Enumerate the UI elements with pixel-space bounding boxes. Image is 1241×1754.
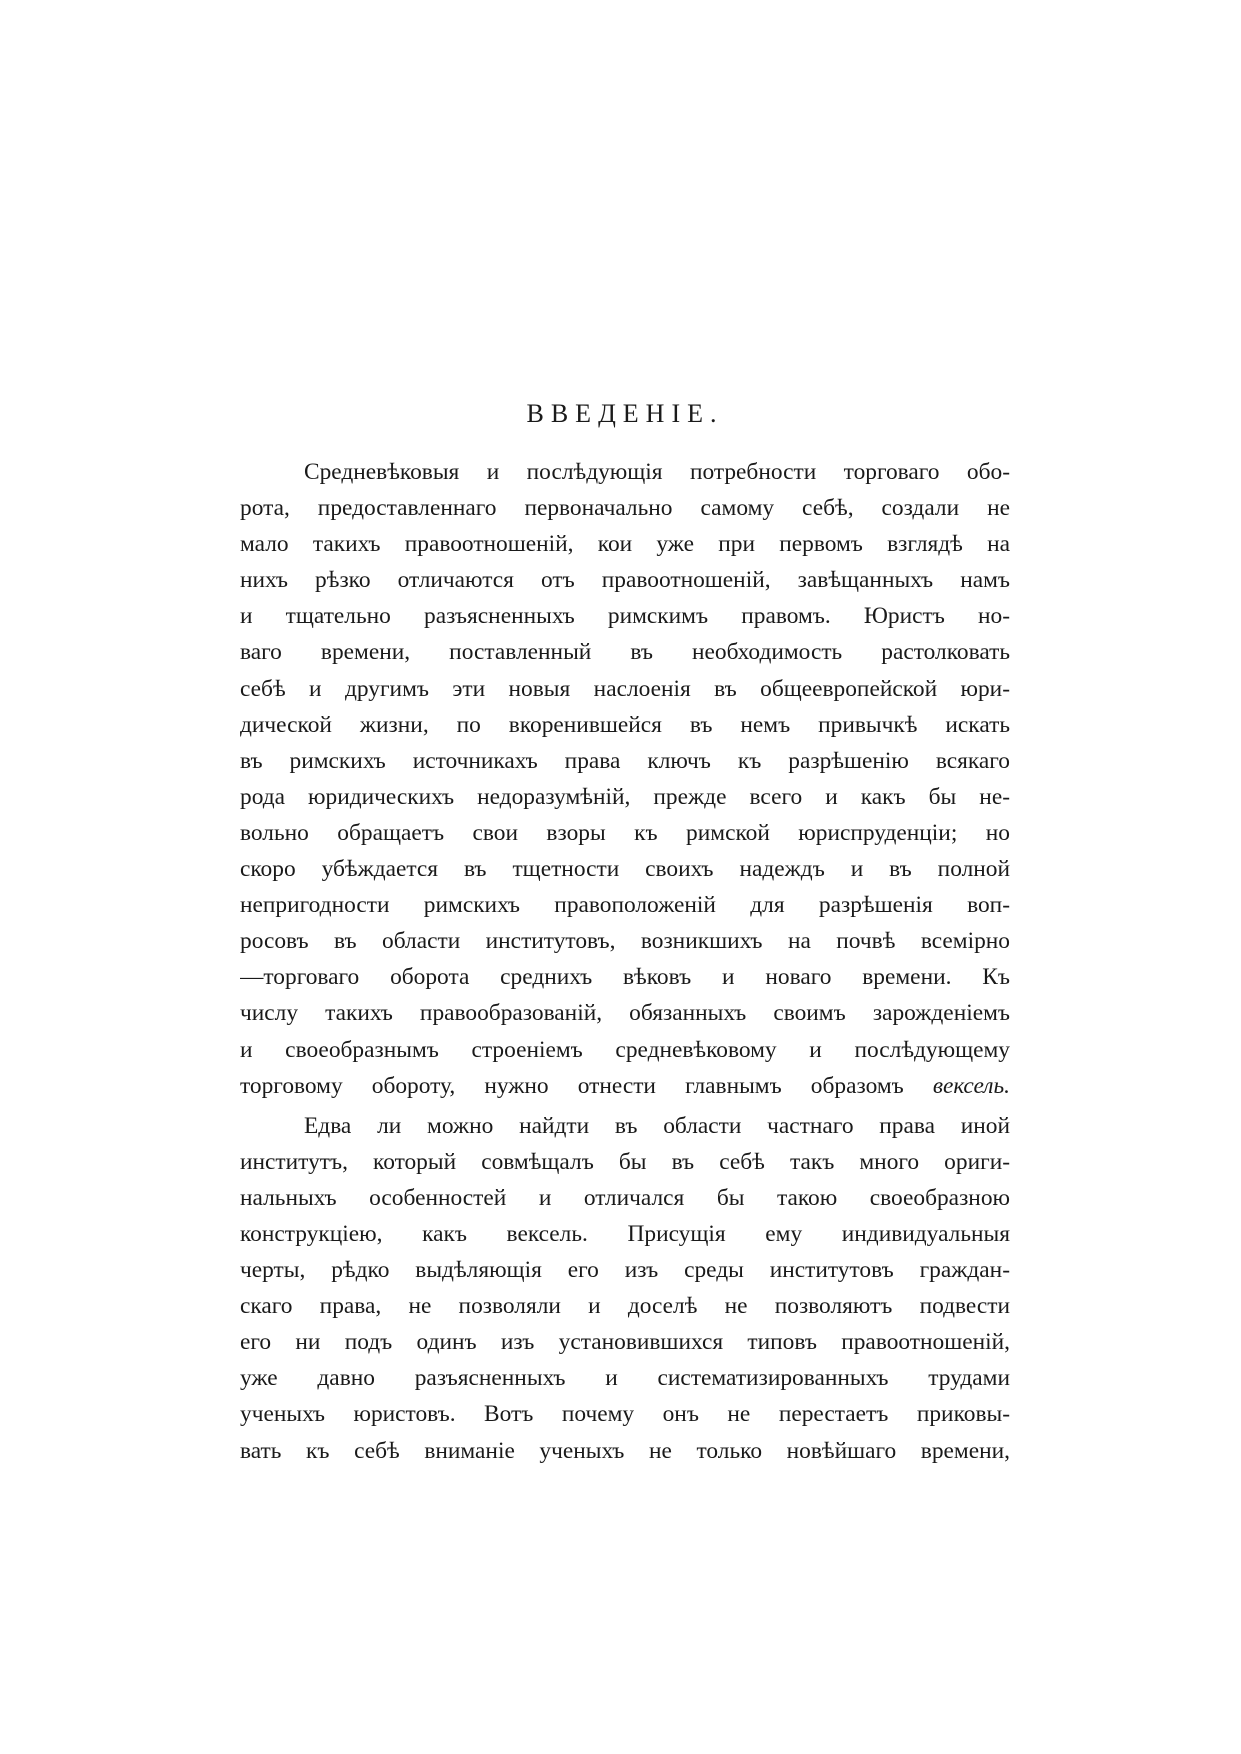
text-line: рода юридическихъ недоразумѣній, прежде всего и какъ бы не-	[240, 783, 1010, 810]
text-line: вать къ себѣ вниманіе ученыхъ не только новѣйшаго времени,	[240, 1437, 1010, 1464]
emphasis-vexel: вексель.	[932, 1072, 1010, 1099]
text-line: дической жизни, по вкоренившейся въ немъ привычкѣ искать	[240, 711, 1010, 738]
text-line: черты, рѣдко выдѣляющія его изъ среды институтовъ граждан-	[240, 1257, 1010, 1284]
paragraph-1	[240, 454, 1010, 1104]
document-text	[240, 396, 1010, 1469]
text-line: и своеобразнымъ строеніемъ средневѣковому и послѣдующему	[240, 1036, 1010, 1063]
text-line: конструкціею, какъ вексель. Присущія ему индивидуальныя	[240, 1220, 1010, 1247]
text-line: ученыхъ юристовъ. Вотъ почему онъ не перестаетъ приковы-	[240, 1401, 1010, 1428]
text-line: его ни подъ одинъ изъ установившихся типовъ правоотношеній,	[240, 1329, 1010, 1356]
text-line: Средневѣковыя и послѣдующія потребности торговаго обо-	[304, 459, 1010, 485]
text-line: непригодности римскихъ правоположеній для разрѣшенія воп-	[240, 892, 1010, 919]
text-line: —торговаго оборота среднихъ вѣковъ и новаго времени. Къ	[240, 964, 1010, 991]
text-line: нальныхъ особенностей и отличался бы такою своеобразною	[240, 1184, 1010, 1211]
last-line-text: торговому обороту, нужно отнести главнымъ образомъ	[240, 1072, 933, 1099]
text-line: въ римскихъ источникахъ права ключъ къ разрѣшенію всякаго	[240, 747, 1010, 774]
text-line: вольно обращаетъ свои взоры къ римской юриспруденціи; но	[240, 819, 1010, 846]
text-line: скаго права, не позволяли и доселѣ не позволяютъ подвести	[240, 1293, 1010, 1320]
text-line: мало такихъ правоотношеній, кои уже при первомъ взглядѣ на	[240, 531, 1010, 558]
paragraph-2	[240, 1108, 1010, 1469]
text-line: институтъ, который совмѣщалъ бы въ себѣ такъ много ориги-	[240, 1148, 1010, 1175]
text-line: уже давно разъясненныхъ и систематизированныхъ трудами	[240, 1365, 1010, 1392]
text-line: себѣ и другимъ эти новыя наслоенія въ общеевропейской юри-	[240, 675, 1010, 702]
text-line: и тщательно разъясненныхъ римскимъ правомъ. Юристъ но-	[240, 603, 1010, 630]
text-line: нихъ рѣзко отличаются отъ правоотношеній, завѣщанныхъ намъ	[240, 567, 1010, 594]
text-line-last	[240, 1068, 1010, 1104]
page-title: ВВЕДЕНІЕ.	[526, 399, 724, 428]
text-line: ваго времени, поставленный въ необходимость растолковать	[240, 639, 1010, 666]
text-line: росовъ въ области институтовъ, возникшихъ на почвѣ всемірно	[240, 928, 1010, 955]
text-line: рота, предоставленнаго первоначально самому себѣ, создали не	[240, 495, 1010, 522]
text-line: числу такихъ правообразованій, обязанныхъ своимъ зарожденіемъ	[240, 1000, 1010, 1027]
text-line: скоро убѣждается въ тщетности своихъ надеждъ и въ полной	[240, 856, 1010, 883]
text-line: Едва ли можно найдти въ области частнаго права иной	[304, 1112, 1010, 1139]
